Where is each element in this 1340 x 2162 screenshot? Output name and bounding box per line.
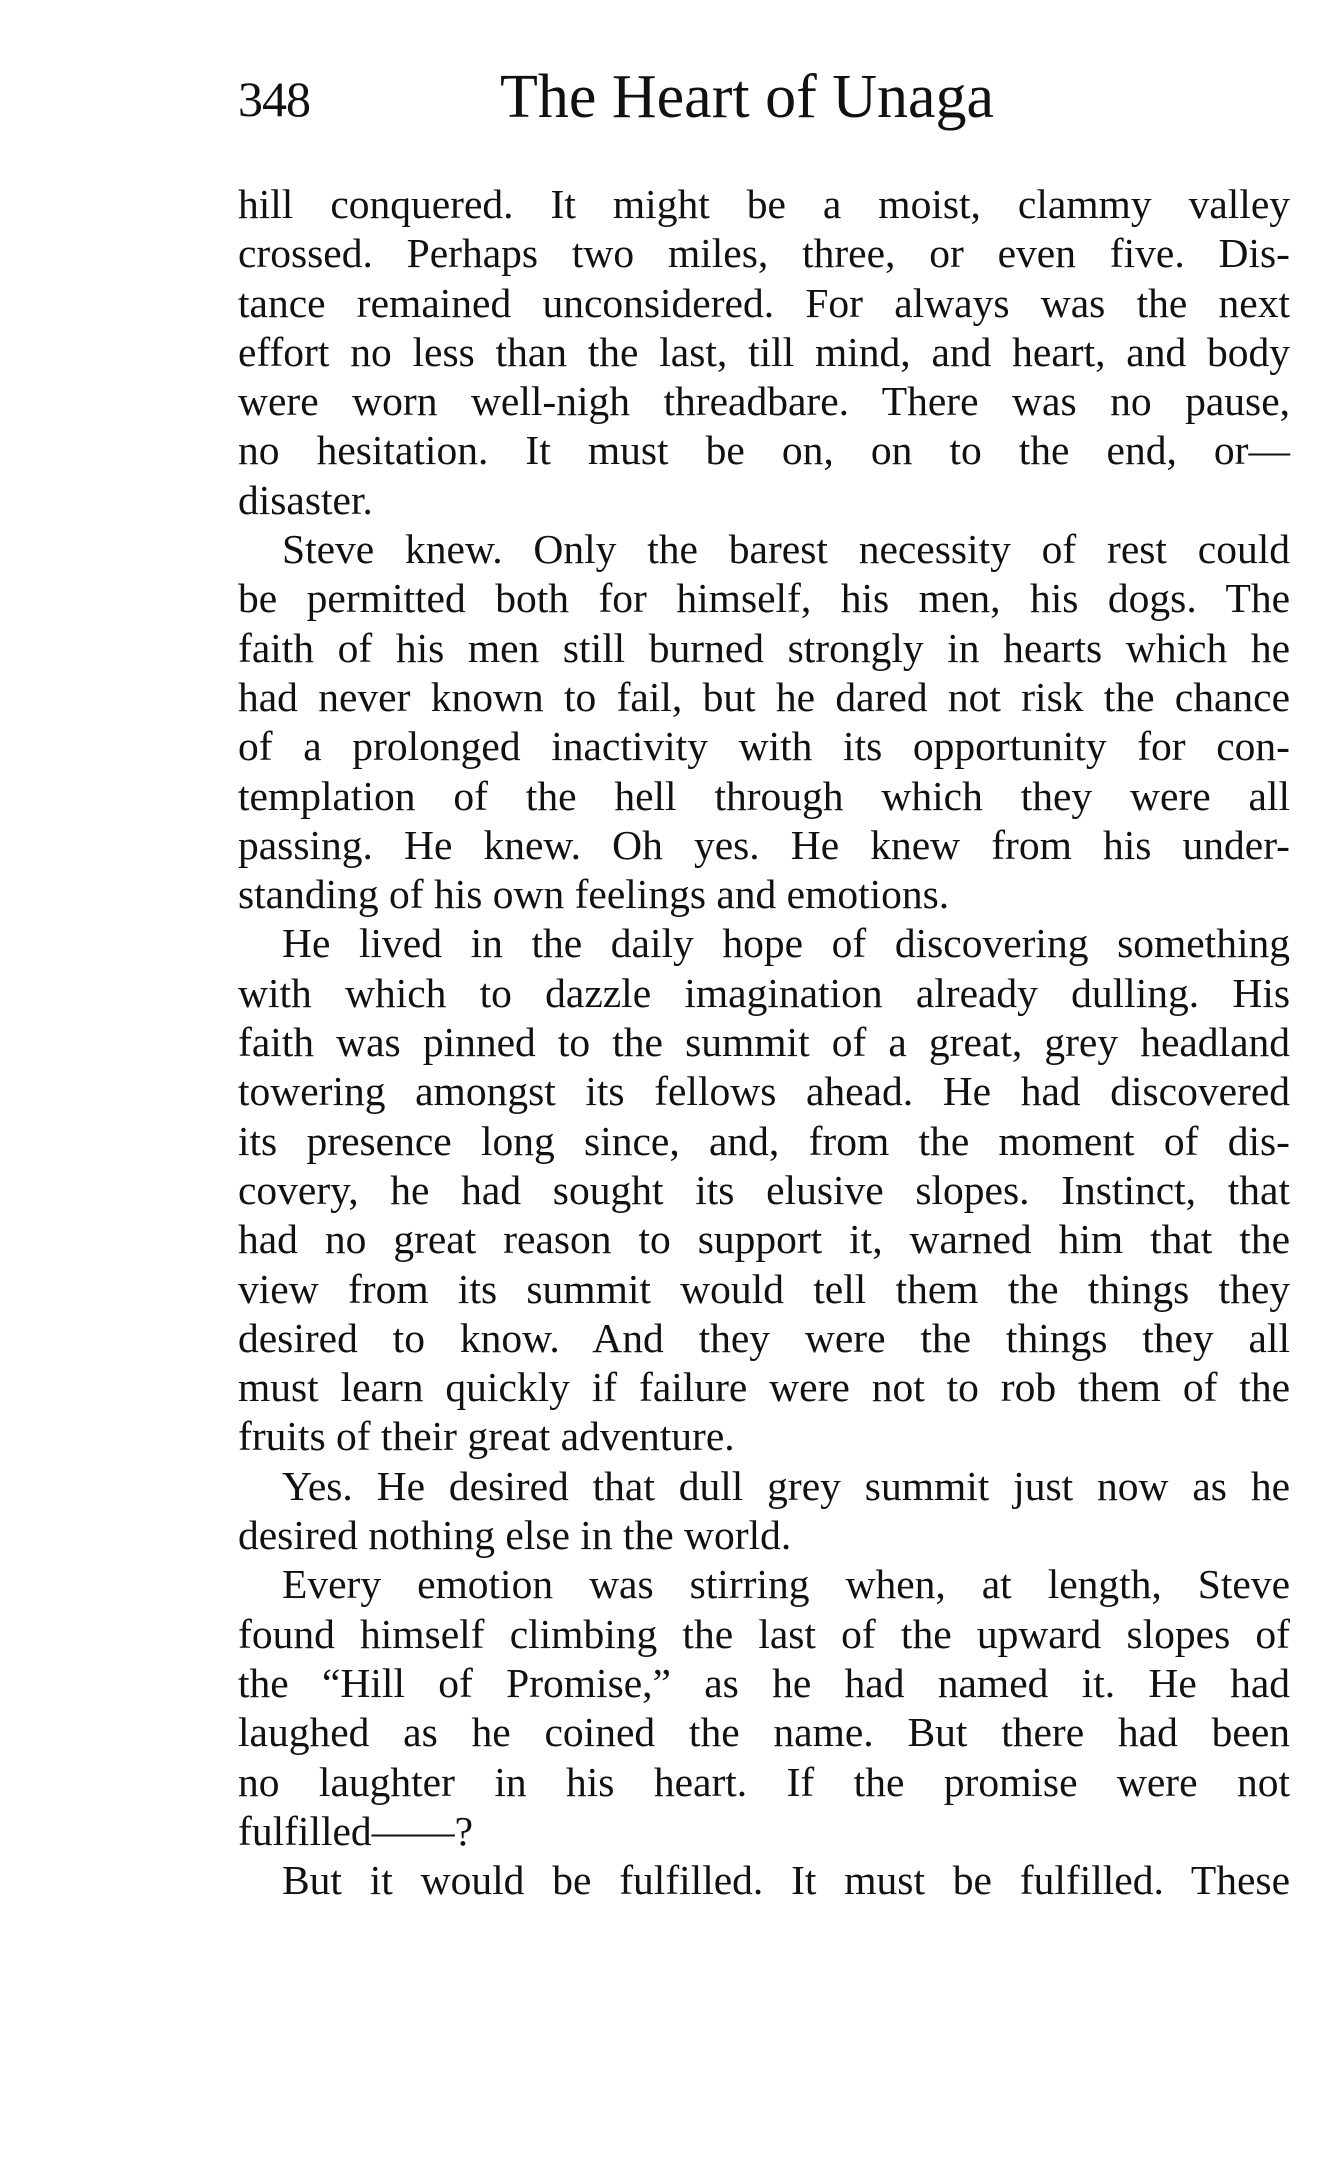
text-line: were worn well-nigh threadbare. There was no pause,	[238, 378, 1290, 425]
text-line: of a prolonged inactivity with its opportunity for con-	[238, 723, 1290, 770]
text-line: standing of his own feelings and emotions.	[238, 871, 950, 918]
body-text	[238, 180, 1290, 1905]
text-line: crossed. Perhaps two miles, three, or even five. Dis-	[238, 230, 1290, 277]
paragraph	[238, 1856, 1290, 1905]
paragraph	[238, 1560, 1290, 1856]
text-line: found himself climbing the last of the upward slopes of	[238, 1610, 1290, 1657]
text-line: disaster.	[238, 476, 373, 523]
text-line: its presence long since, and, from the moment of dis-	[238, 1117, 1290, 1164]
paragraph	[238, 919, 1290, 1461]
text-line: no laughter in his heart. If the promise were not	[238, 1758, 1290, 1805]
text-line: Steve knew. Only the barest necessity of rest could	[282, 526, 1290, 573]
text-line: view from its summit would tell them the things they	[238, 1265, 1290, 1312]
text-line: faith of his men still burned strongly in hearts which he	[238, 624, 1290, 671]
paragraph	[238, 525, 1290, 919]
text-line: But it would be fulfilled. It must be fulfilled. These	[282, 1857, 1290, 1904]
paragraph	[238, 180, 1290, 525]
text-line: covery, he had sought its elusive slopes. Instinct, that	[238, 1166, 1290, 1213]
text-line: passing. He knew. Oh yes. He knew from his under-	[238, 821, 1290, 868]
text-line: faith was pinned to the summit of a great, grey headland	[238, 1019, 1290, 1066]
text-line: He lived in the daily hope of discovering something	[282, 920, 1290, 967]
page-number: 348	[238, 71, 310, 127]
text-line: Every emotion was stirring when, at length, Steve	[282, 1561, 1290, 1608]
text-line: fulfilled——?	[238, 1807, 474, 1854]
text-line: tance remained unconsidered. For always was the next	[238, 279, 1290, 326]
text-line: laughed as he coined the name. But there had been	[238, 1709, 1290, 1756]
text-line: with which to dazzle imagination already dulling. His	[238, 969, 1290, 1016]
text-line: hill conquered. It might be a moist, clammy valley	[238, 181, 1290, 227]
text-line: no hesitation. It must be on, on to the end, or—	[238, 427, 1290, 474]
text-line: fruits of their great adventure.	[238, 1413, 735, 1460]
text-line: Yes. He desired that dull grey summit just now as he	[282, 1462, 1290, 1509]
text-line: templation of the hell through which they were all	[238, 772, 1290, 819]
text-line: must learn quickly if failure were not to rob them of the	[238, 1364, 1290, 1411]
page-header	[238, 62, 1288, 142]
text-line: desired nothing else in the world.	[238, 1512, 792, 1559]
text-line: had no great reason to support it, warned him that the	[238, 1216, 1290, 1263]
text-line: had never known to fail, but he dared not risk the chance	[238, 673, 1290, 720]
text-line: towering amongst its fellows ahead. He had discovered	[238, 1068, 1290, 1115]
paragraph	[238, 1462, 1290, 1561]
running-title: The Heart of Unaga	[500, 63, 995, 131]
text-line: effort no less than the last, till mind, and heart, and body	[238, 328, 1290, 375]
text-line: the “Hill of Promise,” as he had named it. He had	[238, 1659, 1290, 1706]
text-line: desired to know. And they were the things they all	[238, 1314, 1290, 1361]
text-line: be permitted both for himself, his men, his dogs. The	[238, 575, 1290, 622]
